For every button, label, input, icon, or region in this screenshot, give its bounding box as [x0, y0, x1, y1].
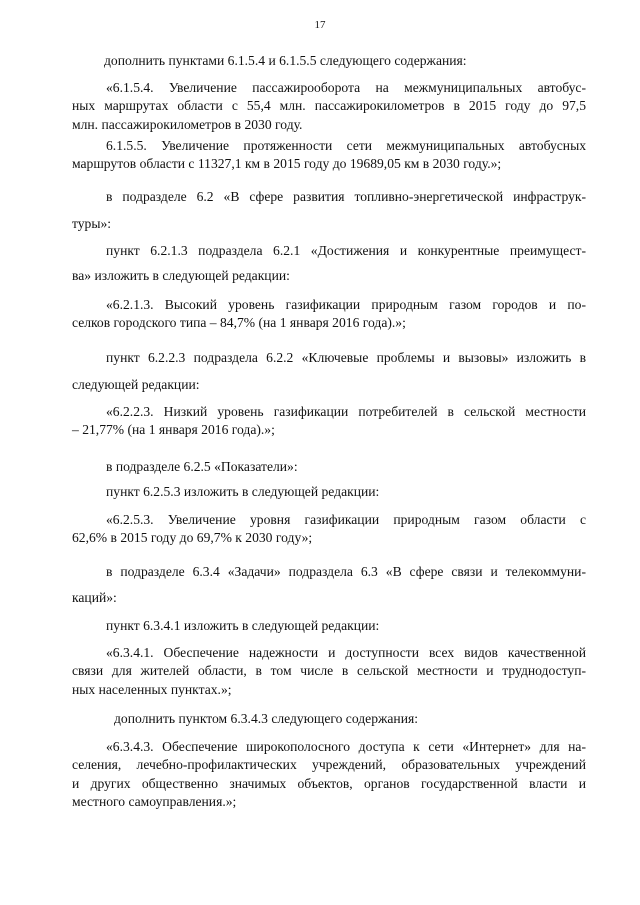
- text-line: местного самоуправления.»;: [72, 794, 237, 809]
- text-line: пункт 6.2.2.3 подраздела 6.2.2 «Ключевые проблемы и вызовы» изложить в: [106, 350, 586, 365]
- text-line: 62,6% в 2015 году до 69,7% к 2030 году»;: [72, 530, 313, 545]
- paragraph: [106, 137, 586, 156]
- paragraph: [114, 710, 534, 729]
- text-line: ва» изложить в следующей редакции:: [72, 268, 290, 283]
- text-line: «6.2.1.3. Высокий уровень газификации природным газом городов и по-: [106, 297, 586, 312]
- text-line: дополнить пунктом 6.3.4.3 следующего содержания:: [114, 711, 418, 726]
- paragraph: [106, 738, 586, 757]
- text-line: маршрутов области с 11327,1 км в 2015 году до 19689,05 км в 2030 году.»;: [72, 156, 502, 171]
- paragraph: [72, 376, 372, 395]
- text-line: пункт 6.3.4.1 изложить в следующей редакции:: [106, 618, 380, 633]
- paragraph: [72, 662, 586, 699]
- text-line: млн. пассажирокилометров в 2030 году.: [72, 116, 303, 132]
- paragraph: [106, 644, 586, 663]
- text-line: 6.1.5.5. Увеличение протяженности сети межмуниципальных автобусных: [106, 138, 586, 153]
- text-line: пункт 6.2.5.3 изложить в следующей редакции:: [106, 484, 380, 499]
- text-line: «6.2.2.3. Низкий уровень газификации потребителей в сельской местности: [106, 404, 586, 419]
- text-line: и других общественно значимых объектов, органов государственной власти и: [72, 775, 586, 791]
- paragraph: [72, 267, 472, 286]
- text-line: дополнить пунктами 6.1.5.4 и 6.1.5.5 следующего содержания:: [104, 53, 467, 68]
- paragraph: [106, 483, 506, 502]
- text-line: туры»:: [72, 216, 112, 231]
- paragraph: [106, 188, 586, 207]
- text-line: – 21,77% (на 1 января 2016 года).»;: [72, 422, 275, 437]
- text-line: в подразделе 6.2.5 «Показатели»:: [106, 459, 298, 474]
- paragraph: [72, 756, 586, 812]
- text-line: «6.3.4.1. Обеспечение надежности и доступности всех видов качественной: [106, 645, 586, 660]
- paragraph: [72, 97, 586, 134]
- text-line: ных населенных пунктах.»;: [72, 681, 232, 697]
- paragraph: [106, 563, 586, 582]
- paragraph: [106, 403, 586, 422]
- text-line: связи для жителей области, в том числе в сельской местности и труднодоступ-: [72, 663, 586, 678]
- paragraph: [72, 314, 586, 333]
- text-line: «6.3.4.3. Обеспечение широкополосного доступа к сети «Интернет» для на-: [106, 739, 586, 754]
- paragraph: [106, 349, 586, 368]
- paragraph: [72, 215, 272, 234]
- paragraph: [106, 458, 506, 477]
- paragraph: [106, 511, 586, 530]
- text-line: каций»:: [72, 590, 117, 605]
- text-line: «6.2.5.3. Увеличение уровня газификации природным газом области с: [106, 512, 586, 527]
- page-number: 17: [314, 19, 326, 31]
- paragraph: [106, 296, 586, 315]
- text-line: пункт 6.2.1.3 подраздела 6.2.1 «Достижения и конкурентные преимущест-: [106, 243, 586, 258]
- paragraph: [72, 529, 586, 548]
- paragraph: [106, 79, 586, 98]
- paragraph: [72, 155, 586, 174]
- text-line: в подразделе 6.2 «В сфере развития топливно-энергетической инфраструк-: [106, 189, 586, 204]
- paragraph: [72, 421, 586, 440]
- text-line: в подразделе 6.3.4 «Задачи» подраздела 6.3 «В сфере связи и телекоммуни-: [106, 564, 586, 579]
- text-line: селения, лечебно-профилактических учреждений, образовательных учреждений: [72, 757, 586, 772]
- text-line: «6.1.5.4. Увеличение пассажирооборота на межмуниципальных автобус-: [106, 80, 586, 95]
- text-line: ных маршрутах области с 55,4 млн. пассажирокилометров в 2015 году до 97,5: [72, 98, 586, 113]
- paragraph: [72, 589, 272, 608]
- paragraph: [104, 52, 524, 71]
- text-line: селков городского типа – 84,7% (на 1 января 2016 года).»;: [72, 315, 406, 330]
- text-line: следующей редакции:: [72, 377, 200, 392]
- paragraph: [106, 242, 586, 261]
- paragraph: [106, 617, 526, 636]
